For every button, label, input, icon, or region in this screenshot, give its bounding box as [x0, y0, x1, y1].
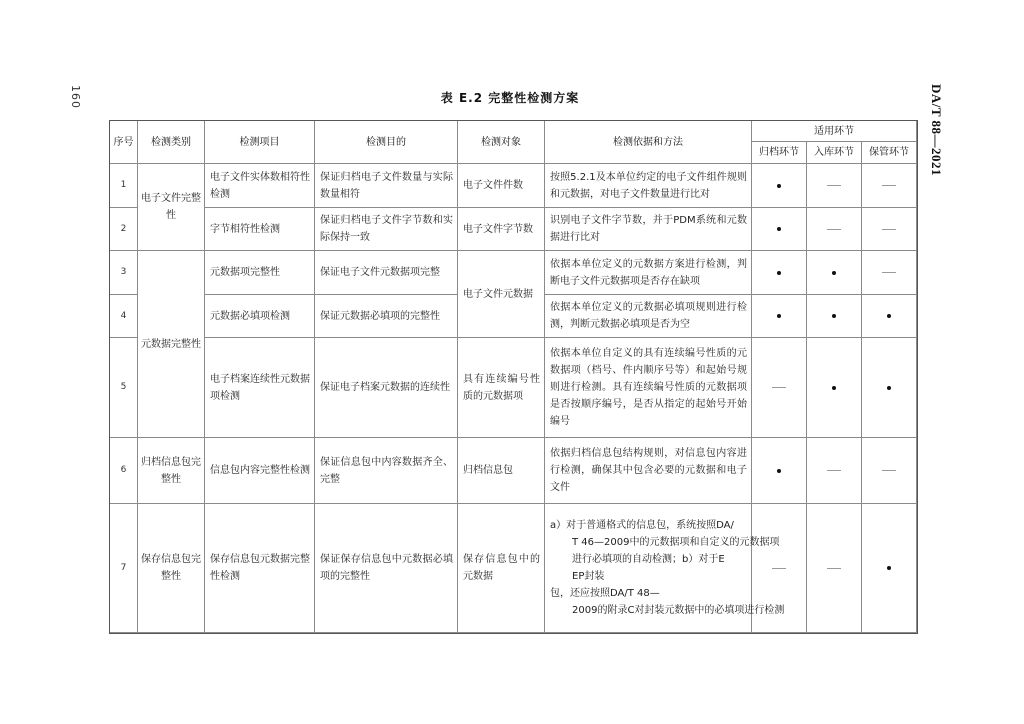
- header-item-text: 检测项目: [239, 136, 280, 148]
- row-stage-archive: [752, 295, 807, 338]
- applicable-dot-icon: [777, 184, 781, 188]
- row-item-text: 字节相符性检测: [210, 223, 280, 235]
- row-stage-storage: [807, 504, 862, 633]
- header-stage-archive-text: 归档环节: [759, 147, 799, 158]
- row-purpose-text: 保证电子文件元数据项完整: [320, 267, 440, 278]
- row-purpose: [315, 164, 458, 208]
- row-object-text: 电子文件件数: [463, 180, 523, 191]
- row-purpose-text: 保证保存信息包中元数据必填项的完整性: [320, 554, 453, 582]
- row-stage-storage: [807, 164, 862, 208]
- not-applicable-dash-icon: [827, 185, 841, 186]
- row-stage-preserve: [862, 438, 917, 504]
- row-method-text: [550, 517, 785, 619]
- row-stage-storage: [807, 295, 862, 338]
- header-category-text: 检测类别: [151, 136, 191, 148]
- header-purpose-text: 检测目的: [366, 136, 406, 148]
- header-object: [458, 121, 545, 164]
- row-object-text: 保存信息包中的元数据: [463, 554, 540, 582]
- applicable-dot-icon: [832, 314, 836, 318]
- row-purpose: [315, 251, 458, 295]
- row-purpose-text: 保证元数据必填项的完整性: [320, 310, 440, 322]
- row-item-text: 电子文件实体数相符性检测: [210, 171, 310, 200]
- applicable-dot-icon: [832, 386, 836, 390]
- header-stage-archive: [752, 142, 807, 164]
- applicable-dot-icon: [777, 227, 781, 231]
- row-seq-text: 1: [120, 180, 127, 190]
- row-object-merged-text: 电子文件元数据: [463, 288, 533, 300]
- applicable-dot-icon: [777, 469, 781, 473]
- row-method: [545, 295, 752, 338]
- row-stage-preserve: [862, 338, 917, 438]
- header-stage-preserve-text: 保管环节: [869, 147, 909, 158]
- row-stage-archive: [752, 164, 807, 208]
- row-seq: [110, 438, 138, 504]
- row-method-line: 进行必填项的自动检测；b）对于E: [572, 554, 725, 565]
- row-purpose: [315, 208, 458, 251]
- row-method-line: a）对于普通格式的信息包，系统按照DA/: [550, 520, 734, 531]
- row-item-text: 元数据必填项检测: [210, 310, 290, 322]
- row-method: [545, 338, 752, 438]
- row-seq: [110, 295, 138, 338]
- applicable-dot-icon: [887, 386, 891, 390]
- header-stage-storage: [807, 142, 862, 164]
- applicable-dot-icon: [887, 314, 891, 318]
- header-category: [138, 121, 205, 164]
- row-purpose: [315, 504, 458, 633]
- row-item: [205, 295, 315, 338]
- row-stage-storage: [807, 338, 862, 438]
- row-method-text: 依据本单位定义的元数据必填项规则进行检测，判断元数据必填项是否为空: [550, 302, 747, 330]
- header-method-text: 检测依据和方法: [613, 136, 683, 148]
- row-object: [458, 438, 545, 504]
- row-item: [205, 251, 315, 295]
- row-purpose: [315, 338, 458, 438]
- row-stage-storage: [807, 251, 862, 295]
- row-seq-text: 6: [120, 465, 127, 475]
- applicable-dot-icon: [777, 271, 781, 275]
- row-seq: [110, 164, 138, 208]
- row-stage-preserve: [862, 504, 917, 633]
- row-stage-preserve: [862, 208, 917, 251]
- header-object-text: 检测对象: [481, 136, 521, 148]
- row-stage-preserve: [862, 164, 917, 208]
- category-file-integrity-text: 电子文件完整性: [141, 193, 201, 221]
- table-bottom-border: [109, 633, 918, 634]
- category-file-integrity: [138, 164, 205, 251]
- row-method-text: 依据归档信息包结构规则，对信息包内容进行检测，确保其中包含必要的元数据和电子文件: [550, 448, 747, 493]
- row-method: [545, 504, 785, 633]
- row-item-text: 信息包内容完整性检测: [210, 465, 310, 476]
- row-object-text: 归档信息包: [463, 465, 513, 476]
- table-title: 表 E.2 完整性检测方案: [440, 91, 580, 105]
- header-item: [205, 121, 315, 164]
- row-object: [458, 208, 545, 251]
- table-right-border: [917, 120, 918, 634]
- row-purpose-text: 保证归档电子文件字节数和实际保持一致: [320, 215, 453, 243]
- row-stage-archive: [752, 251, 807, 295]
- row-seq-text: 7: [120, 562, 127, 573]
- not-applicable-dash-icon: [827, 568, 841, 569]
- row-method: [545, 438, 752, 504]
- row-item-text: 电子档案连续性元数据项检测: [210, 373, 310, 402]
- not-applicable-dash-icon: [882, 470, 896, 471]
- row-method: [545, 164, 752, 208]
- row-item: [205, 208, 315, 251]
- row-purpose: [315, 295, 458, 338]
- row-seq-text: 2: [120, 223, 127, 234]
- row-object: [458, 504, 545, 633]
- category-preservation-package-integrity-text: 保存信息包完整性: [141, 554, 201, 582]
- row-method-line: 2009的附录C对封装元数据中的必填项进行检测: [572, 605, 785, 616]
- document-code: DA/T 88—2021: [929, 83, 944, 177]
- row-stage-archive: [752, 208, 807, 251]
- row-seq: [110, 251, 138, 295]
- header-stage-storage-text: 入库环节: [814, 147, 854, 158]
- row-seq: [110, 208, 138, 251]
- row-purpose-text: 保证电子档案元数据的连续性: [320, 382, 450, 393]
- row-method-text: 识别电子文件字节数，并于PDM系统和元数据进行比对: [550, 215, 747, 243]
- category-archive-package-integrity-text: 归档信息包完整性: [141, 456, 201, 485]
- row-purpose: [315, 438, 458, 504]
- table-left-border: [109, 120, 110, 634]
- row-seq-text: 3: [120, 267, 127, 277]
- applicable-dot-icon: [887, 566, 891, 570]
- row-stage-preserve: [862, 251, 917, 295]
- row-object-text: 具有连续编号性质的元数据项: [463, 373, 540, 402]
- row-object: [458, 338, 545, 438]
- not-applicable-dash-icon: [827, 229, 841, 230]
- applicable-dot-icon: [777, 314, 781, 318]
- category-metadata-integrity: [138, 251, 205, 438]
- not-applicable-dash-icon: [882, 185, 896, 186]
- row-stage-archive: [752, 338, 807, 438]
- row-object: [458, 164, 545, 208]
- row-object-text: 电子文件字节数: [463, 223, 533, 235]
- not-applicable-dash-icon: [772, 387, 786, 388]
- row-method-text: 按照5.2.1及本单位约定的电子文件组件规则和元数据，对电子文件数量进行比对: [550, 171, 747, 200]
- row-item: [205, 438, 315, 504]
- row-item-text: 保存信息包元数据完整性检测: [210, 554, 310, 582]
- applicable-dot-icon: [832, 271, 836, 275]
- header-seq: [110, 121, 138, 164]
- header-method: [545, 121, 752, 164]
- header-stages-group: [752, 121, 917, 142]
- not-applicable-dash-icon: [882, 229, 896, 230]
- row-purpose-text: 保证归档电子文件数量与实际数量相符: [320, 171, 453, 200]
- row-method-text: 依据本单位自定义的具有连续编号性质的元数据项（档号、件内顺序号等）和起始号规则进行检测。具有连续编号性质的元数据项是否按顺序编号，是否从指定的起始号开始编号: [550, 348, 747, 427]
- row-method-line: EP封装: [572, 571, 605, 582]
- row-object-merged: [458, 251, 545, 338]
- row-seq: [110, 504, 138, 633]
- row-item: [205, 504, 315, 633]
- header-seq-text: 序号: [113, 136, 134, 148]
- not-applicable-dash-icon: [882, 272, 896, 273]
- category-metadata-integrity-text: 元数据完整性: [141, 338, 201, 350]
- row-seq-text: 4: [120, 310, 127, 321]
- row-item: [205, 338, 315, 438]
- category-preservation-package-integrity: [138, 504, 205, 633]
- row-item: [205, 164, 315, 208]
- row-stage-preserve: [862, 295, 917, 338]
- header-stages-group-text: 适用环节: [814, 125, 854, 137]
- row-method-line: 包，还应按照DA/T 48—: [550, 588, 660, 599]
- row-stage-storage: [807, 438, 862, 504]
- table-top-border: [109, 120, 918, 121]
- row-stage-archive: [752, 438, 807, 504]
- row-seq-text: 5: [120, 382, 127, 392]
- header-stage-preserve: [862, 142, 917, 164]
- row-item-text: 元数据项完整性: [210, 267, 280, 278]
- row-stage-archive: [752, 504, 807, 633]
- row-method-text: 依据本单位定义的元数据方案进行检测，判断电子文件元数据项是否存在缺项: [550, 258, 747, 287]
- page-number: 160: [69, 85, 82, 109]
- row-stage-storage: [807, 208, 862, 251]
- row-method-line: T 46—2009中的元数据项和自定义的元数据项: [572, 537, 780, 548]
- not-applicable-dash-icon: [827, 470, 841, 471]
- category-archive-package-integrity: [138, 438, 205, 504]
- row-seq: [110, 338, 138, 438]
- header-purpose: [315, 121, 458, 164]
- row-purpose-text: 保证信息包中内容数据齐全、完整: [320, 456, 453, 485]
- row-method: [545, 251, 752, 295]
- not-applicable-dash-icon: [772, 568, 786, 569]
- row-method: [545, 208, 752, 251]
